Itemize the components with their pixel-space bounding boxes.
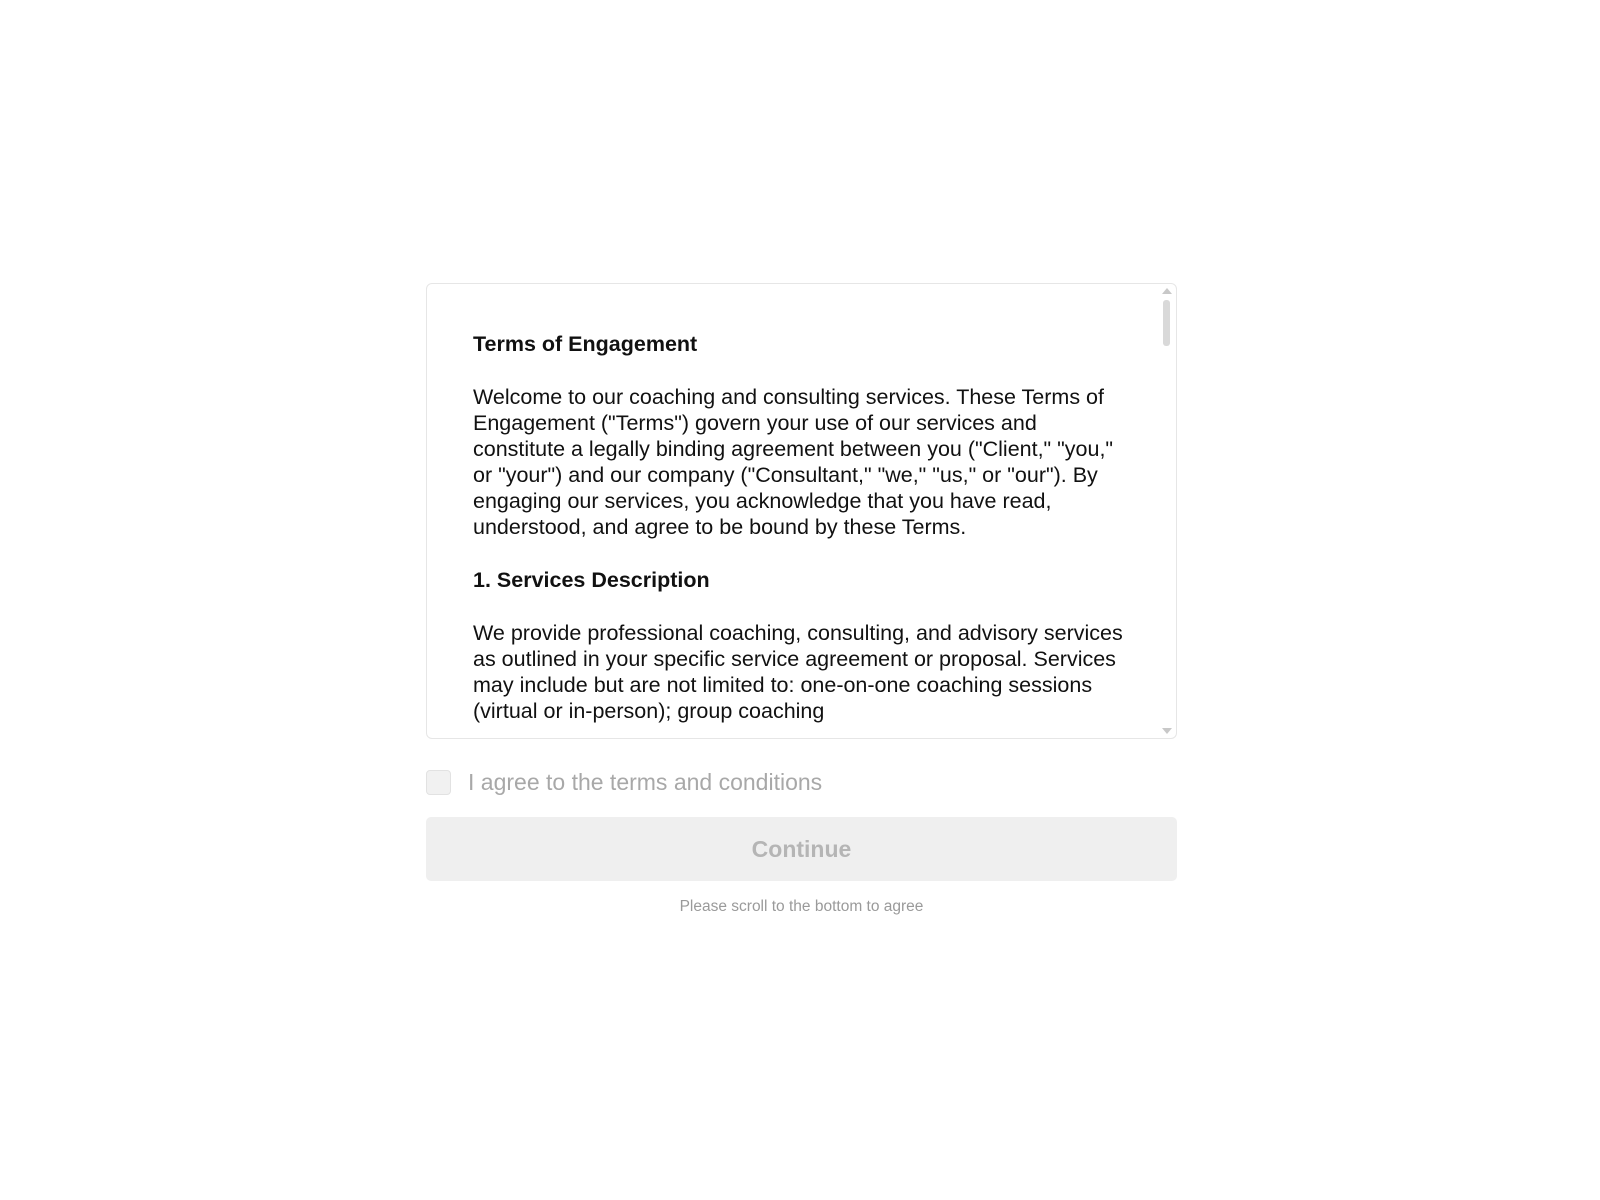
terms-scroll-container[interactable] xyxy=(426,283,1177,739)
scroll-up-arrow-icon[interactable] xyxy=(1162,288,1172,294)
section-body-services: We provide professional coaching, consulting, and advisory services as outlined in your specific service agreement or proposal. Services may include but are not limited to: one-on-one coaching sessions (virtual or in-person); group coaching xyxy=(473,621,1123,723)
vertical-scrollbar[interactable] xyxy=(1158,284,1176,738)
terms-title: Terms of Engagement xyxy=(473,332,698,356)
continue-button[interactable]: Continue xyxy=(426,817,1177,881)
agree-checkbox[interactable] xyxy=(426,770,451,795)
section-heading-services: 1. Services Description xyxy=(473,568,710,592)
scroll-hint: Please scroll to the bottom to agree xyxy=(679,898,924,915)
scroll-down-arrow-icon[interactable] xyxy=(1162,728,1172,734)
terms-intro-paragraph: Welcome to our coaching and consulting services. These Terms of Engagement ("Terms") govern your use of our services and constitute a legally binding agreement between you ("Client," "you," or "your") and our company ("Consultant," "we," "us," or "our"). By engaging our services, you acknowledge that you have read, understood, and agree to be bound by these Terms. xyxy=(473,385,1114,539)
terms-content xyxy=(473,331,1133,739)
scrollbar-thumb[interactable] xyxy=(1163,300,1170,346)
agree-row xyxy=(426,768,822,796)
agree-label: I agree to the terms and conditions xyxy=(468,768,823,795)
